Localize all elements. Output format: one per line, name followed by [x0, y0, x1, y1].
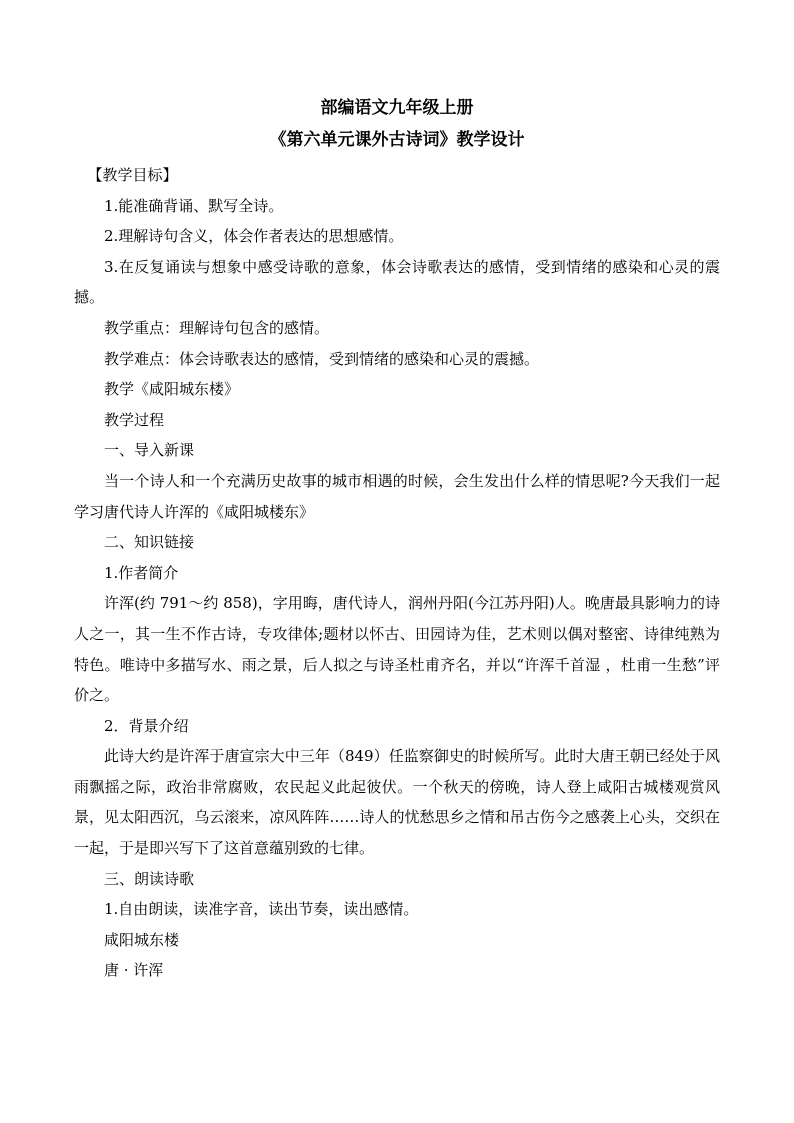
section-heading-goals: 【教学目标】: [87, 166, 178, 184]
poem-title: 咸阳城东楼: [104, 930, 180, 949]
document-title-line1: 部编语文九年级上册: [320, 98, 474, 118]
background-heading: 2．背景介绍: [104, 716, 189, 735]
poem-author: 唐 · 许浑: [104, 961, 164, 980]
intro-paragraph: 当一个诗人和一个充满历史故事的城市相遇的时候，会生发出什么样的情思呢?今天我们一起学习唐代诗人许浑的《咸阳城楼东》: [74, 471, 720, 521]
goal-item-1: 1.能准确背诵、默写全诗。: [104, 196, 284, 215]
reading-instruction: 1.自由朗读，读准字音，读出节奏，读出感情。: [104, 900, 419, 919]
section-heading-reading: 三、朗读诗歌: [104, 869, 195, 888]
background-paragraph: 此诗大约是许浑于唐宣宗大中三年（849）任监察御史的时候所写。此时大唐王朝已经处于风雨飘摇之际，政治非常腐败，农民起义此起彼伏。一个秋天的傍晚，诗人登上咸阳古城楼观赏风景，见太阳西沉，乌云滚来，凉风阵阵……诗人的忧愁思乡之情和吊古伤今之感袭上心头，交织在一起，于是即兴写下了这首意蕴别致的七律。: [74, 747, 720, 858]
section-heading-intro: 一、导入新课: [104, 441, 195, 460]
key-point: 教学重点：理解诗句包含的感情。: [104, 318, 330, 337]
teaching-poem-heading: 教学《咸阳城东楼》: [104, 380, 240, 399]
author-heading: 1.作者简介: [104, 563, 179, 582]
difficult-point: 教学难点：体会诗歌表达的感情，受到情绪的感染和心灵的震撼。: [104, 349, 540, 368]
author-paragraph: 许浑(约 791～约 858)，字用晦，唐代诗人，润州丹阳(今江苏丹阳)人。晚唐最具影响力的诗人之一，其一生不作古诗，专攻律体;题材以怀古、田园诗为佳，艺术则以偶对整密、诗律纯熟为特色。唯诗中多描写水、雨之景，后人拟之与诗圣杜甫齐名，并以“许浑千首湿 ，杜甫一生愁”评价之。: [74, 594, 721, 705]
document-title-line2: 《第六单元课外古诗词》教学设计: [269, 130, 525, 150]
goal-item-2: 2.理解诗句含义，体会作者表达的思想感情。: [104, 227, 404, 246]
goal-item-3: 3.在反复诵读与想象中感受诗歌的意象，体会诗歌表达的感情，受到情绪的感染和心灵的震撼。: [74, 257, 720, 307]
section-heading-knowledge: 二、知识链接: [104, 533, 195, 552]
process-heading: 教学过程: [104, 410, 165, 429]
